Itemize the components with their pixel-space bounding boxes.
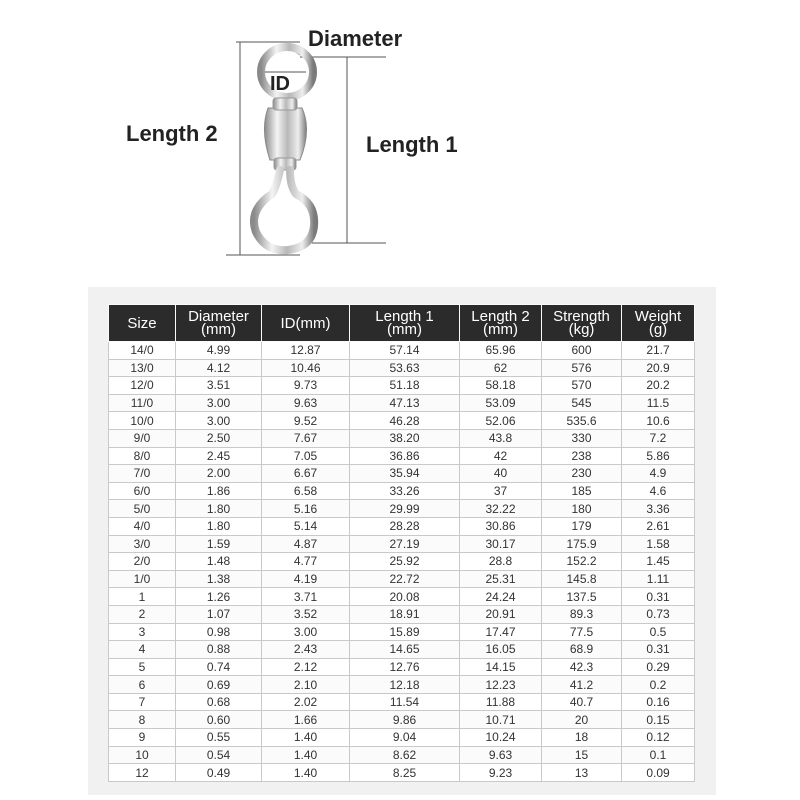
table-cell: 5.14	[262, 517, 350, 535]
table-row	[109, 500, 695, 518]
length2-label: Length 2	[126, 121, 218, 146]
table-cell: 7.2	[622, 429, 695, 447]
table-cell: 545	[542, 394, 622, 412]
table-cell: 13	[542, 764, 622, 782]
table-cell: 15	[542, 746, 622, 764]
table-cell: 1.80	[176, 517, 262, 535]
table-cell: 58.18	[460, 377, 542, 395]
table-cell: 0.68	[176, 693, 262, 711]
table-cell: 11.88	[460, 693, 542, 711]
table-cell: 1.11	[622, 570, 695, 588]
table-cell: 1.07	[176, 605, 262, 623]
table-cell: 14/0	[109, 342, 176, 360]
table-cell: 0.73	[622, 605, 695, 623]
table-cell: 42	[460, 447, 542, 465]
table-row	[109, 447, 695, 465]
table-cell: 46.28	[350, 412, 460, 430]
table-cell: 6.58	[262, 482, 350, 500]
table-cell: 570	[542, 377, 622, 395]
table-header-row	[109, 305, 695, 342]
table-cell: 51.18	[350, 377, 460, 395]
table-cell: 5/0	[109, 500, 176, 518]
table-cell: 9.63	[460, 746, 542, 764]
table-cell: 2.12	[262, 658, 350, 676]
table-cell: 1/0	[109, 570, 176, 588]
table-cell: 0.98	[176, 623, 262, 641]
table-row	[109, 676, 695, 694]
table-cell: 17.47	[460, 623, 542, 641]
table-cell: 0.54	[176, 746, 262, 764]
table-cell: 8	[109, 711, 176, 729]
table-cell: 10.24	[460, 729, 542, 747]
table-cell: 1.86	[176, 482, 262, 500]
table-row	[109, 746, 695, 764]
table-row	[109, 693, 695, 711]
column-header-text: Weight	[634, 308, 682, 325]
table-cell: 9.23	[460, 764, 542, 782]
table-row	[109, 623, 695, 641]
table-cell: 1.40	[262, 764, 350, 782]
table-cell: 4	[109, 641, 176, 659]
id-label: ID	[270, 73, 290, 95]
table-cell: 9/0	[109, 429, 176, 447]
table-cell: 24.24	[460, 588, 542, 606]
table-cell: 43.8	[460, 429, 542, 447]
table-cell: 16.05	[460, 641, 542, 659]
table-cell: 20.2	[622, 377, 695, 395]
column-header-text: (mm)	[483, 321, 518, 338]
table-cell: 0.55	[176, 729, 262, 747]
table-cell: 1.45	[622, 553, 695, 571]
table-cell: 1.66	[262, 711, 350, 729]
table-cell: 3/0	[109, 535, 176, 553]
table-cell: 3.71	[262, 588, 350, 606]
table-cell: 41.2	[542, 676, 622, 694]
table-cell: 4.6	[622, 482, 695, 500]
table-row	[109, 412, 695, 430]
table-cell: 57.14	[350, 342, 460, 360]
table-cell: 21.7	[622, 342, 695, 360]
table-cell: 33.26	[350, 482, 460, 500]
table-cell: 53.09	[460, 394, 542, 412]
table-row	[109, 377, 695, 395]
table-cell: 0.74	[176, 658, 262, 676]
table-cell: 20	[542, 711, 622, 729]
table-cell: 1.38	[176, 570, 262, 588]
table-row	[109, 658, 695, 676]
table-cell: 1.80	[176, 500, 262, 518]
table-cell: 38.20	[350, 429, 460, 447]
table-cell: 0.5	[622, 623, 695, 641]
table-cell: 3.51	[176, 377, 262, 395]
table-cell: 12.87	[262, 342, 350, 360]
table-cell: 10.6	[622, 412, 695, 430]
table-cell: 15.89	[350, 623, 460, 641]
column-header-text: Length 1	[375, 308, 434, 325]
table-row	[109, 588, 695, 606]
table-cell: 4/0	[109, 517, 176, 535]
table-cell: 600	[542, 342, 622, 360]
table-cell: 11/0	[109, 394, 176, 412]
table-cell: 152.2	[542, 553, 622, 571]
table-row	[109, 465, 695, 483]
table-cell: 175.9	[542, 535, 622, 553]
table-cell: 40.7	[542, 693, 622, 711]
table-cell: 0.60	[176, 711, 262, 729]
table-cell: 4.87	[262, 535, 350, 553]
table-cell: 28.8	[460, 553, 542, 571]
table-cell: 1.40	[262, 746, 350, 764]
table-cell: 27.19	[350, 535, 460, 553]
table-cell: 2.43	[262, 641, 350, 659]
table-cell: 4.77	[262, 553, 350, 571]
table-cell: 9.04	[350, 729, 460, 747]
table-cell: 10/0	[109, 412, 176, 430]
table-cell: 2.00	[176, 465, 262, 483]
table-cell: 10	[109, 746, 176, 764]
table-cell: 179	[542, 517, 622, 535]
table-cell: 1.48	[176, 553, 262, 571]
table-cell: 576	[542, 359, 622, 377]
table-cell: 1.40	[262, 729, 350, 747]
table-cell: 13/0	[109, 359, 176, 377]
column-header-text: (kg)	[568, 321, 595, 338]
table-row	[109, 605, 695, 623]
table-cell: 9.86	[350, 711, 460, 729]
table-row	[109, 482, 695, 500]
table-cell: 53.63	[350, 359, 460, 377]
table-cell: 1	[109, 588, 176, 606]
table-cell: 47.13	[350, 394, 460, 412]
table-cell: 2.10	[262, 676, 350, 694]
table-cell: 25.92	[350, 553, 460, 571]
table-cell: 5.16	[262, 500, 350, 518]
table-cell: 2.50	[176, 429, 262, 447]
table-cell: 11.5	[622, 394, 695, 412]
table-cell: 3.00	[176, 394, 262, 412]
column-header-text: ID(mm)	[280, 314, 331, 332]
table-cell: 4.99	[176, 342, 262, 360]
table-cell: 36.86	[350, 447, 460, 465]
table-body	[109, 342, 695, 782]
table-row	[109, 517, 695, 535]
table-cell: 2.45	[176, 447, 262, 465]
table-cell: 68.9	[542, 641, 622, 659]
table-cell: 330	[542, 429, 622, 447]
column-header-text: (mm)	[201, 321, 236, 338]
table-row	[109, 570, 695, 588]
table-cell: 12/0	[109, 377, 176, 395]
table-cell: 6.67	[262, 465, 350, 483]
table-cell: 8/0	[109, 447, 176, 465]
table-cell: 180	[542, 500, 622, 518]
table-cell: 230	[542, 465, 622, 483]
table-cell: 62	[460, 359, 542, 377]
table-cell: 0.31	[622, 588, 695, 606]
table-cell: 77.5	[542, 623, 622, 641]
table-cell: 9.52	[262, 412, 350, 430]
table-cell: 0.29	[622, 658, 695, 676]
table-cell: 8.25	[350, 764, 460, 782]
barrel	[264, 108, 306, 160]
table-cell: 2.61	[622, 517, 695, 535]
table-cell: 10.71	[460, 711, 542, 729]
table-cell: 30.17	[460, 535, 542, 553]
table-cell: 25.31	[460, 570, 542, 588]
table-row	[109, 764, 695, 782]
table-cell: 7.67	[262, 429, 350, 447]
table-cell: 2.02	[262, 693, 350, 711]
table-cell: 3	[109, 623, 176, 641]
table-cell: 9.63	[262, 394, 350, 412]
table-cell: 0.1	[622, 746, 695, 764]
column-header	[176, 305, 262, 342]
column-header-text: Strength	[553, 308, 610, 325]
table-cell: 20.91	[460, 605, 542, 623]
table-cell: 7.05	[262, 447, 350, 465]
table-cell: 28.28	[350, 517, 460, 535]
table-cell: 3.00	[262, 623, 350, 641]
column-header	[350, 305, 460, 342]
column-header-text: Size	[127, 314, 157, 332]
table-cell: 14.65	[350, 641, 460, 659]
table-cell: 0.49	[176, 764, 262, 782]
table-row	[109, 641, 695, 659]
table-cell: 2/0	[109, 553, 176, 571]
table-cell: 0.69	[176, 676, 262, 694]
table-cell: 238	[542, 447, 622, 465]
table-cell: 0.15	[622, 711, 695, 729]
table-cell: 6	[109, 676, 176, 694]
table-cell: 89.3	[542, 605, 622, 623]
column-header	[460, 305, 542, 342]
table-cell: 7/0	[109, 465, 176, 483]
column-header-text: Diameter	[188, 308, 249, 325]
table-cell: 12	[109, 764, 176, 782]
table-cell: 35.94	[350, 465, 460, 483]
table-cell: 52.06	[460, 412, 542, 430]
table-cell: 145.8	[542, 570, 622, 588]
length1-label: Length 1	[366, 132, 458, 157]
table-cell: 7	[109, 693, 176, 711]
table-cell: 185	[542, 482, 622, 500]
spec-table	[108, 304, 695, 782]
column-header-text: Length 2	[471, 308, 530, 325]
table-cell: 6/0	[109, 482, 176, 500]
table-row	[109, 535, 695, 553]
table-cell: 3.52	[262, 605, 350, 623]
table-cell: 42.3	[542, 658, 622, 676]
table-cell: 535.6	[542, 412, 622, 430]
table-cell: 20.08	[350, 588, 460, 606]
column-header-text: (mm)	[387, 321, 422, 338]
table-cell: 0.12	[622, 729, 695, 747]
table-cell: 3.36	[622, 500, 695, 518]
table-cell: 9.73	[262, 377, 350, 395]
table-cell: 1.58	[622, 535, 695, 553]
table-cell: 1.59	[176, 535, 262, 553]
table-cell: 5	[109, 658, 176, 676]
table-cell: 14.15	[460, 658, 542, 676]
table-cell: 32.22	[460, 500, 542, 518]
table-cell: 0.09	[622, 764, 695, 782]
table-cell: 9	[109, 729, 176, 747]
table-row	[109, 394, 695, 412]
table-cell: 4.12	[176, 359, 262, 377]
table-row	[109, 429, 695, 447]
table-cell: 137.5	[542, 588, 622, 606]
column-header	[622, 305, 695, 342]
table-cell: 18.91	[350, 605, 460, 623]
table-cell: 0.88	[176, 641, 262, 659]
table-cell: 4.9	[622, 465, 695, 483]
table-cell: 10.46	[262, 359, 350, 377]
table-row	[109, 729, 695, 747]
table-cell: 2	[109, 605, 176, 623]
table-cell: 0.31	[622, 641, 695, 659]
bottom-loop	[254, 170, 314, 250]
table-row	[109, 553, 695, 571]
table-cell: 37	[460, 482, 542, 500]
table-cell: 0.16	[622, 693, 695, 711]
swivel-diagram	[0, 0, 800, 285]
table-cell: 3.00	[176, 412, 262, 430]
table-cell: 65.96	[460, 342, 542, 360]
table-cell: 22.72	[350, 570, 460, 588]
column-header	[262, 305, 350, 342]
spec-table-panel	[88, 287, 716, 795]
table-cell: 18	[542, 729, 622, 747]
table-row	[109, 342, 695, 360]
table-cell: 40	[460, 465, 542, 483]
table-cell: 20.9	[622, 359, 695, 377]
column-header	[109, 305, 176, 342]
diameter-label: Diameter	[308, 26, 403, 51]
column-header	[542, 305, 622, 342]
column-header-text: (g)	[648, 321, 668, 338]
table-cell: 0.2	[622, 676, 695, 694]
table-cell: 12.76	[350, 658, 460, 676]
table-cell: 1.26	[176, 588, 262, 606]
table-cell: 12.23	[460, 676, 542, 694]
table-cell: 29.99	[350, 500, 460, 518]
table-cell: 5.86	[622, 447, 695, 465]
table-cell: 8.62	[350, 746, 460, 764]
table-row	[109, 359, 695, 377]
table-cell: 11.54	[350, 693, 460, 711]
table-row	[109, 711, 695, 729]
table-cell: 12.18	[350, 676, 460, 694]
table-cell: 30.86	[460, 517, 542, 535]
table-cell: 4.19	[262, 570, 350, 588]
